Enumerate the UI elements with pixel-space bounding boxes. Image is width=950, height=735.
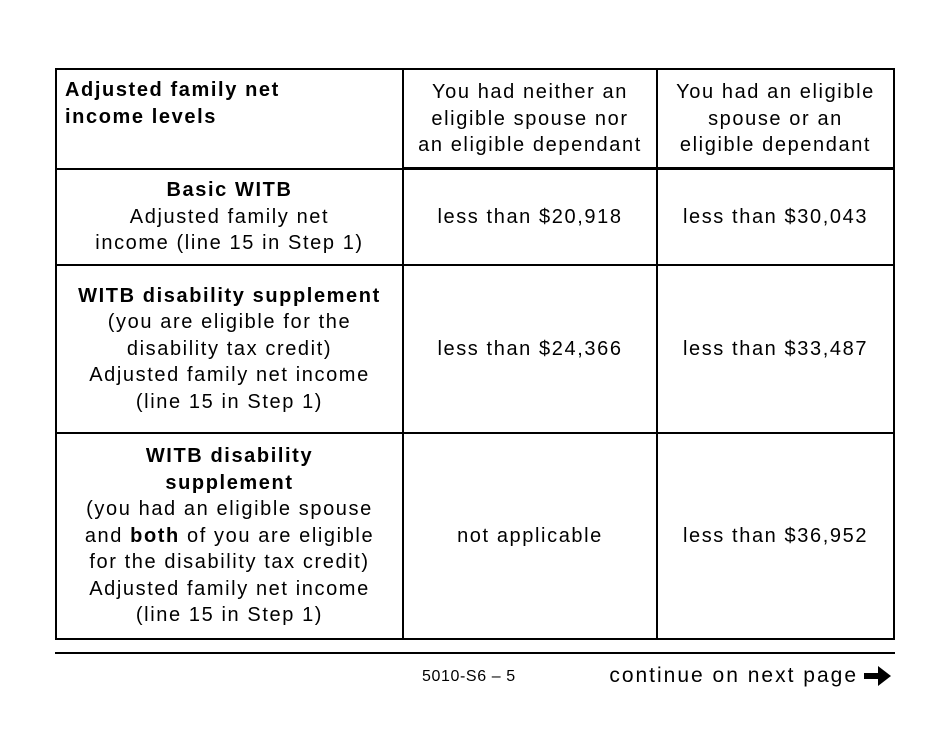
row1-title: Basic WITB — [166, 179, 293, 202]
header-label-line1: Adjusted family net — [65, 79, 280, 101]
header-col1-line1: You had neither an — [432, 81, 628, 104]
row2-desc-line1: (you are eligible for the — [107, 311, 352, 334]
row2-col2-value: less than $33,487 — [682, 337, 869, 360]
row3-col1-value: not applicable — [457, 524, 603, 547]
row1-desc-line2: income (line 15 in Step 1) — [95, 232, 364, 255]
row3-title-line1: WITB disability — [145, 445, 314, 468]
header-label-line2: income levels — [65, 105, 217, 128]
row3-desc-line2-pre: and — [84, 524, 131, 547]
row3-desc-line5: (line 15 in Step 1) — [135, 604, 324, 627]
row3-desc-line3: for the disability tax credit) — [89, 551, 370, 574]
row2-desc-line3: Adjusted family net income — [89, 364, 370, 387]
right-arrow-icon — [864, 664, 892, 688]
header-col1-line3: an eligible dependant — [418, 134, 642, 157]
income-levels-table — [55, 68, 895, 640]
header-col2-line2: spouse or an — [708, 107, 843, 130]
row3-desc-line2-bold: both — [130, 524, 180, 547]
row1-col1-value: less than $20,918 — [437, 205, 623, 228]
header-col1-line2: eligible spouse nor — [431, 107, 629, 130]
footer-rule — [55, 652, 895, 654]
header-col2-cell — [658, 70, 893, 168]
row3-col2-value: less than $36,952 — [682, 524, 869, 547]
row2-col1-value: less than $24,366 — [437, 337, 623, 360]
row3-desc-line2-post: of you are eligible — [179, 524, 375, 547]
row3-label-cell — [57, 434, 402, 638]
row3-desc-line2 — [85, 523, 374, 550]
row1-label-cell — [57, 170, 402, 264]
header-label-cell — [57, 70, 402, 168]
header-col1-cell — [404, 70, 656, 168]
row2-desc-line4: (line 15 in Step 1) — [135, 390, 324, 413]
row2-desc-line2: disability tax credit) — [126, 337, 333, 360]
row3-desc-line4: Adjusted family net income — [89, 577, 370, 600]
row3-desc-line1: (you had an eligible spouse — [86, 498, 373, 521]
row1-desc-line1: Adjusted family net — [129, 205, 330, 228]
continue-text: continue on next page — [609, 664, 858, 687]
row2-label-cell — [57, 266, 402, 432]
row3-title-line2: supplement — [165, 471, 294, 494]
header-col2-line3: eligible dependant — [679, 134, 872, 157]
continue-next-page — [609, 664, 892, 688]
form-code: 5010-S6 – 5 — [422, 668, 516, 685]
header-col2-line1: You had an eligible — [676, 81, 875, 104]
row2-title: WITB disability supplement — [78, 284, 381, 307]
row1-col2-value: less than $30,043 — [682, 205, 869, 228]
